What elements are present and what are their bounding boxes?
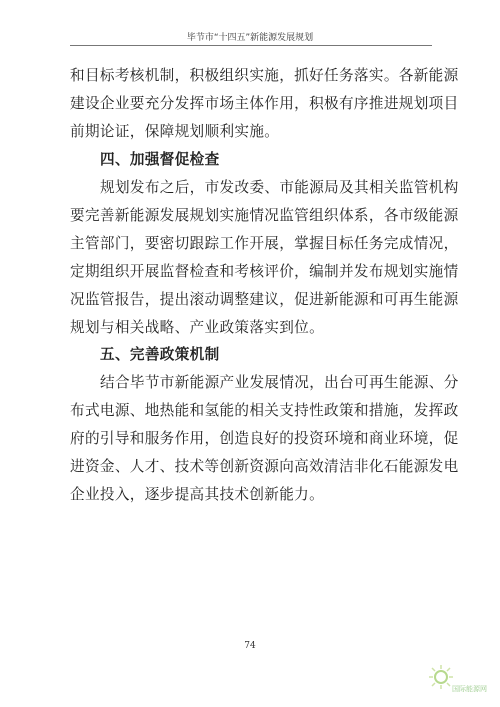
paragraph-line: 进资金、人才、技术等创新资源向高效清洁非化石能源发电 <box>70 458 459 475</box>
paragraph-line: 前期论证，保障规划顺利实施。 <box>70 123 280 140</box>
paragraph-line: 定期组织开展监督检查和考核评价，编制并发布规划实施情 <box>70 263 459 280</box>
watermark-logo <box>428 664 496 704</box>
paragraph-line: 规划发布之后，市发改委、市能源局及其相关监管机构 <box>100 179 459 196</box>
paragraph-line: 企业投入，逐步提高其技术创新能力。 <box>70 486 325 503</box>
header-rule <box>70 45 432 46</box>
paragraph-line: 府的引导和服务作用，创造良好的投资环境和商业环境，促 <box>70 430 459 447</box>
paragraph-line: 布式电源、地热能和氢能的相关支持性政策和措施，发挥政 <box>70 402 459 419</box>
section-heading-4: 四、加强督促检查 <box>100 151 220 168</box>
section-heading-5: 五、完善政策机制 <box>100 346 220 363</box>
watermark-text: 国际能源网 <box>452 685 487 693</box>
paragraph-line: 和目标考核机制，积极组织实施，抓好任务落实。各新能源 <box>70 67 459 84</box>
running-header: 毕节市“十四五”新能源发展规划 <box>186 33 314 43</box>
paragraph-line: 况监管报告，提出滚动调整建议，促进新能源和可再生能源 <box>70 291 459 308</box>
sun-leaf-icon <box>428 664 454 690</box>
paragraph-line: 主管部门，要密切跟踪工作开展，掌握目标任务完成情况， <box>70 235 459 252</box>
paragraph-line: 结合毕节市新能源产业发展情况，出台可再生能源、分 <box>100 374 459 391</box>
paragraph-line: 规划与相关战略、产业政策落实到位。 <box>70 319 325 336</box>
paragraph-line: 要完善新能源发展规划实施情况监管组织体系，各市级能源 <box>70 207 459 224</box>
paragraph-line: 建设企业要充分发挥市场主体作用，积极有序推进规划项目 <box>70 95 459 112</box>
page-number: 74 <box>244 641 256 651</box>
